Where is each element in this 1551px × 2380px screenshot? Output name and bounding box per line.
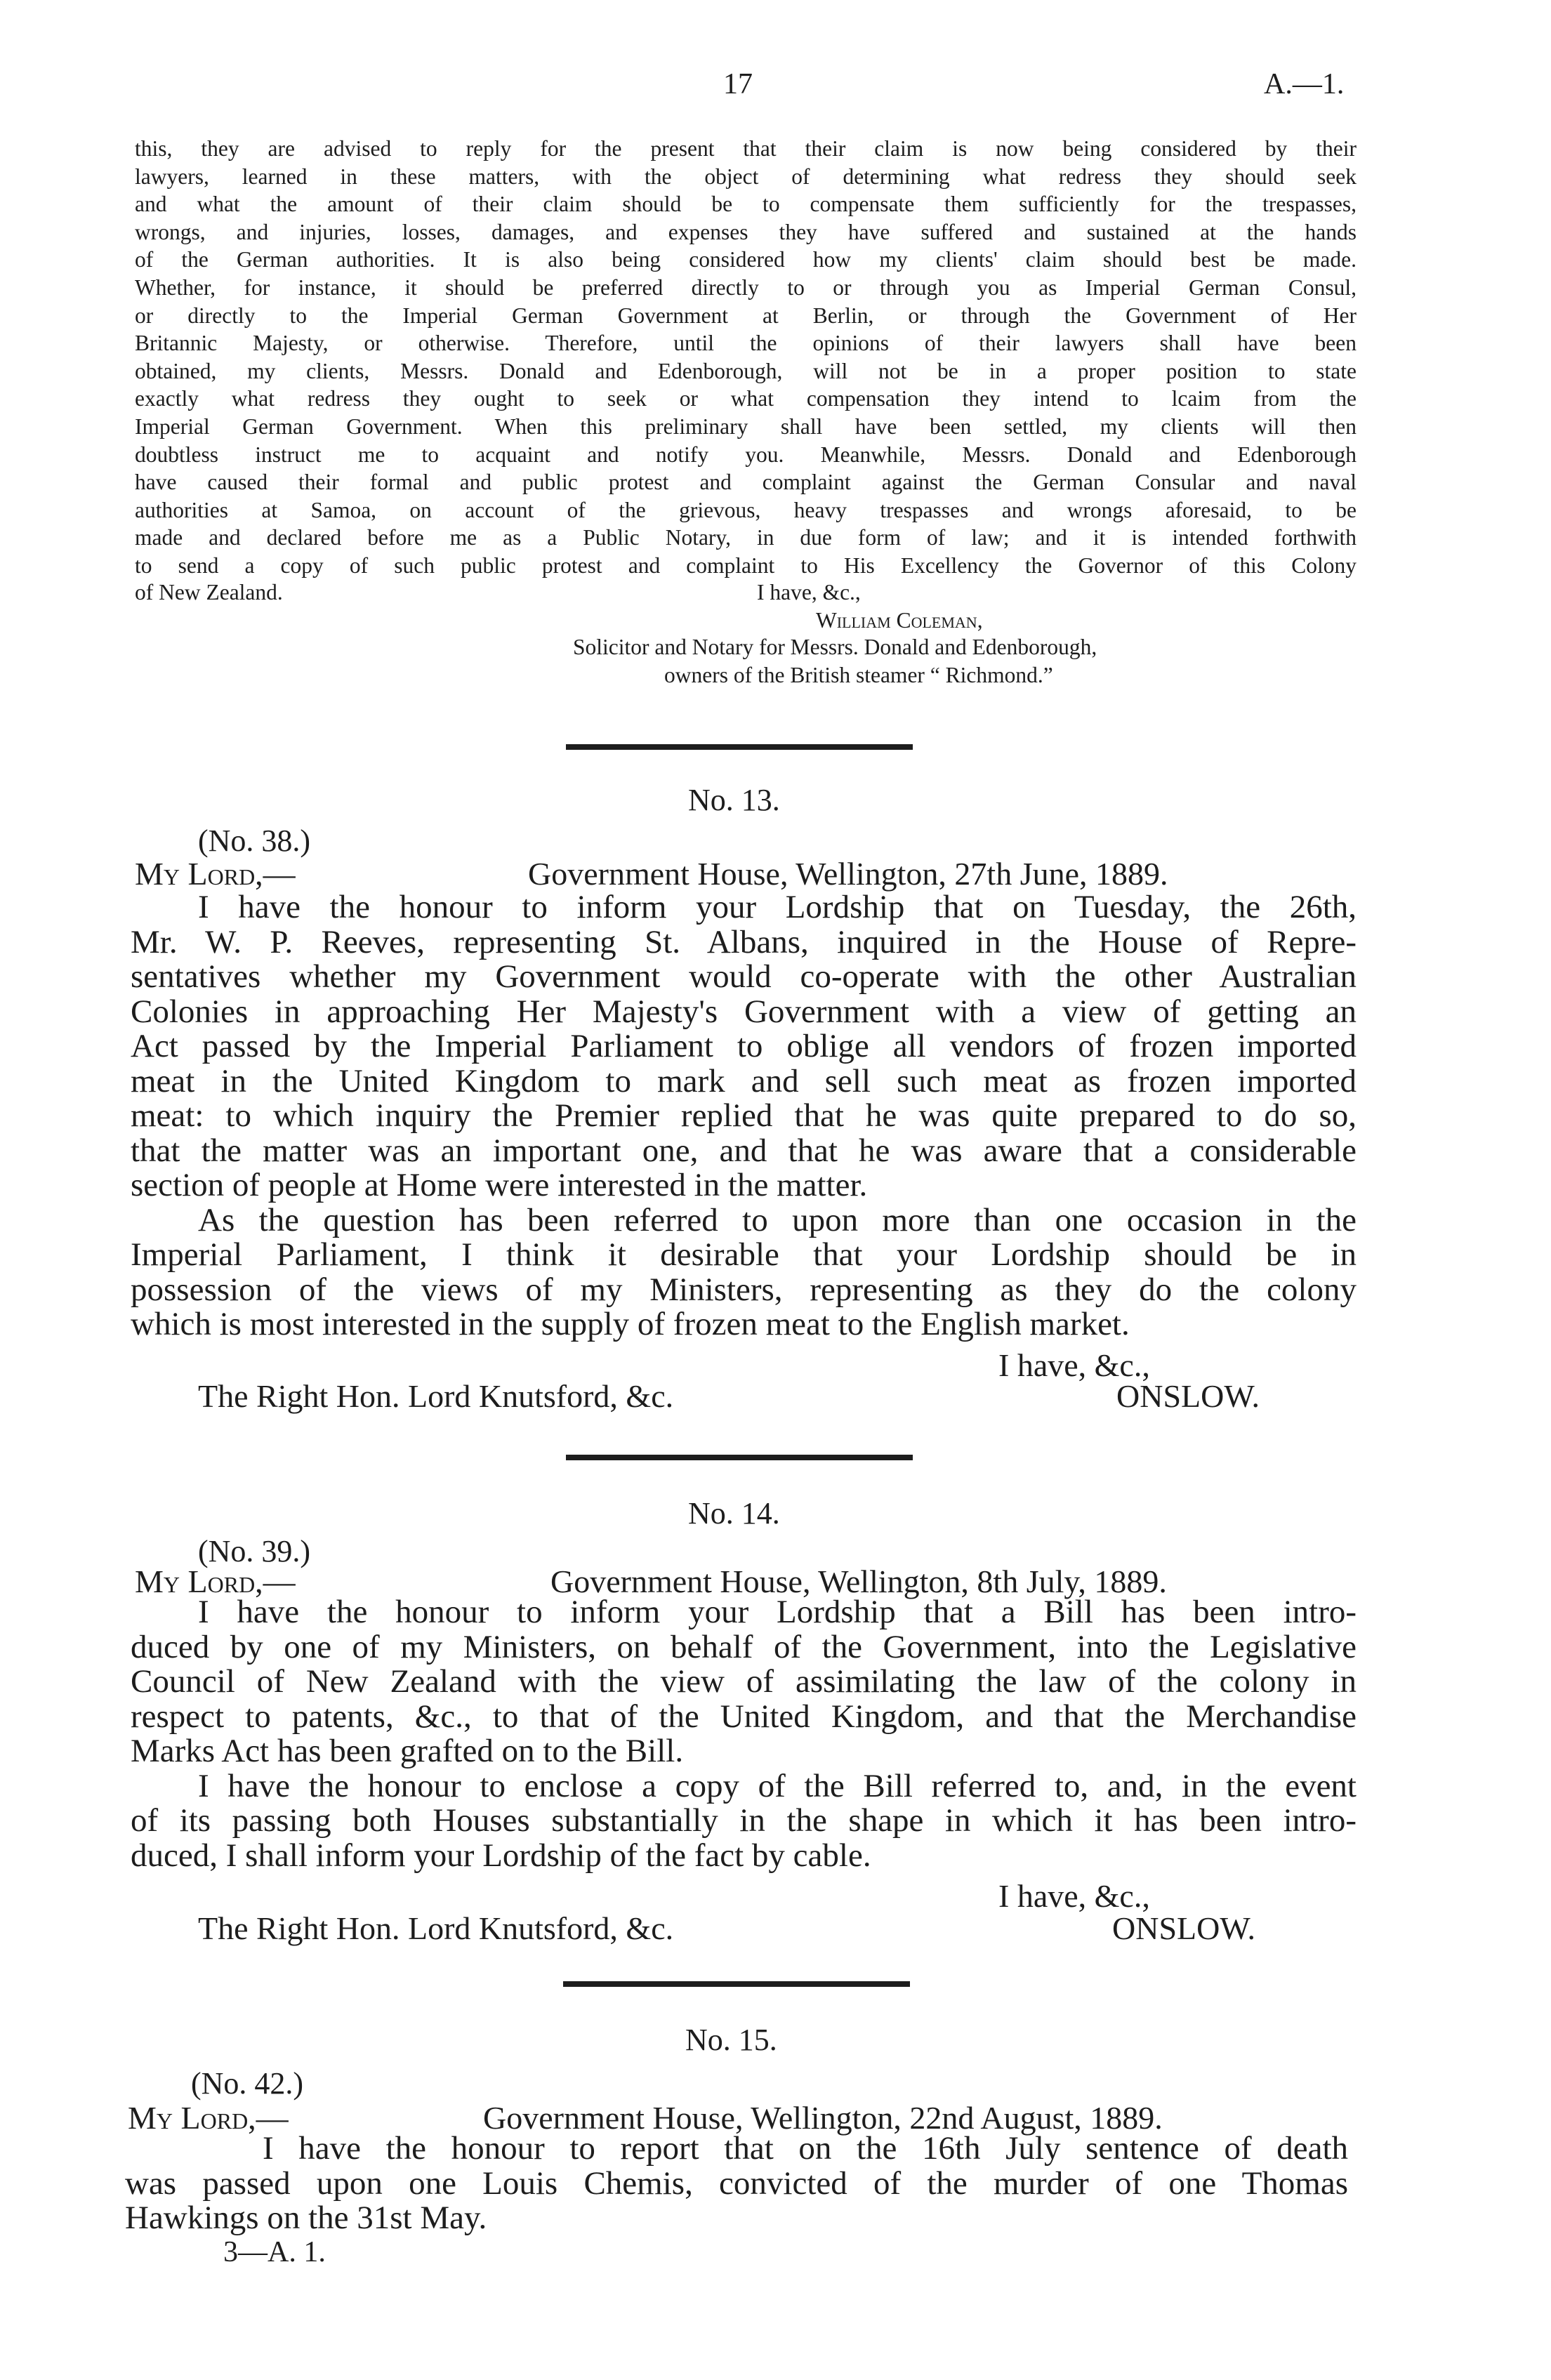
text-line: authorities at Samoa, on account of the grievous, heavy trespasses and wrongs aforesaid, to be <box>135 497 1357 522</box>
text-line: Whether, for instance, it should be preferred directly to or through you as Imperial German Consul, <box>135 275 1357 300</box>
text-line: I have the honour to enclose a copy of the Bill referred to, and, in the event <box>198 1767 1357 1804</box>
coleman-title-line2: owners of the British steamer “ Richmond.” <box>664 663 1053 687</box>
text-line: Imperial Parliament, I think it desirable that your Lordship should be in <box>131 1236 1357 1273</box>
letter-heading-no13: No. 13. <box>688 783 780 817</box>
text-line: and what the amount of their claim should be to compensate them sufficiently for the trespasses, <box>135 192 1357 217</box>
text-line: of the German authorities. It is also being considered how my clients' claim should best be made. <box>135 247 1357 272</box>
text-line: Imperial German Government. When this preliminary shall have been settled, my clients will then <box>135 414 1357 439</box>
letter-ref-no13: (No. 38.) <box>198 824 311 858</box>
section-divider <box>566 1455 913 1460</box>
text-line: exactly what redress they ought to seek or what compensation they intend to lcaim from the <box>135 386 1357 411</box>
letter-heading-no14: No. 14. <box>688 1496 780 1531</box>
signature-no14: ONSLOW. <box>1112 1910 1256 1946</box>
text-line: Hawkings on the 31st May. <box>125 2200 487 2236</box>
text-line: possession of the views of my Ministers, representing as they do the colony <box>131 1271 1357 1308</box>
text-line: that the matter was an important one, and that he was aware that a considerable <box>131 1132 1357 1169</box>
text-line: which is most interested in the supply of frozen meat to the English market. <box>131 1306 1130 1342</box>
coleman-signatory: William Coleman, <box>816 608 983 633</box>
letter-ref-no15: (No. 42.) <box>191 2066 304 2101</box>
closing-no14: I have, &c., <box>998 1878 1150 1914</box>
text-line: duced, I shall inform your Lordship of the fact by cable. <box>131 1837 871 1874</box>
document-reference: A.—1. <box>1264 68 1345 100</box>
address-no15: Government House, Wellington, 22nd August, 1889. <box>483 2100 1163 2136</box>
signature-mark: 3—A. 1. <box>223 2236 326 2268</box>
text-line: I have the honour to inform your Lordship that a Bill has been intro- <box>198 1594 1357 1630</box>
text-line: duced by one of my Ministers, on behalf of the Government, into the Legislative <box>131 1628 1357 1665</box>
text-line: As the question has been referred to upon more than one occasion in the <box>198 1201 1357 1238</box>
text-line: sentatives whether my Government would co-operate with the other Australian <box>131 958 1357 995</box>
no15-body <box>125 2131 1348 2236</box>
address-no14: Government House, Wellington, 8th July, 1889. <box>550 1563 1167 1599</box>
address-no13: Government House, Wellington, 27th June, 1889. <box>528 856 1168 892</box>
text-line: Mr. W. P. Reeves, representing St. Albans, inquired in the House of Repre- <box>131 923 1357 960</box>
text-line: was passed upon one Louis Chemis, convicted of the murder of one Thomas <box>125 2164 1348 2202</box>
text-line: Council of New Zealand with the view of assimilating the law of the colony in <box>131 1663 1357 1700</box>
salutation-no14: My Lord,— <box>135 1563 296 1599</box>
text-line: lawyers, learned in these matters, with the object of determining what redress they should seek <box>135 164 1357 189</box>
coleman-letter-body <box>135 135 1357 580</box>
text-line: Britannic Majesty, or otherwise. Therefore, until the opinions of their lawyers shall have been <box>135 331 1357 356</box>
text-line: Act passed by the Imperial Parliament to oblige all vendors of frozen imported <box>131 1028 1357 1064</box>
signature-no13: ONSLOW. <box>1116 1378 1260 1414</box>
addressee-no13: The Right Hon. Lord Knutsford, &c. <box>198 1378 674 1414</box>
closing-no13: I have, &c., <box>998 1347 1150 1383</box>
salutation-no15: My Lord,— <box>128 2100 289 2136</box>
text-line: meat in the United Kingdom to mark and sell such meat as frozen imported <box>131 1062 1357 1099</box>
text-line: meat: to which inquiry the Premier replied that he was quite prepared to do so, <box>131 1097 1357 1134</box>
text-line: to send a copy of such public protest and complaint to His Excellency the Governor of this Colony <box>135 553 1357 578</box>
no13-body <box>131 890 1357 1342</box>
letter-ref-no14: (No. 39.) <box>198 1534 311 1568</box>
text-line: this, they are advised to reply for the present that their claim is now being considered by their <box>135 136 1357 161</box>
section-divider <box>563 1981 910 1987</box>
coleman-closing: I have, &c., <box>757 580 861 604</box>
section-divider <box>566 744 913 750</box>
text-line: of its passing both Houses substantially in the shape in which it has been intro- <box>131 1802 1357 1839</box>
text-line: I have the honour to inform your Lordship that on Tuesday, the 26th, <box>198 889 1357 925</box>
coleman-title-line1: Solicitor and Notary for Messrs. Donald and Edenborough, <box>573 635 1097 659</box>
text-line: I have the honour to report that on the 16th July sentence of death <box>263 2130 1348 2167</box>
page-number: 17 <box>723 68 753 100</box>
text-line: section of people at Home were interested in the matter. <box>131 1167 868 1203</box>
text-line: doubtless instruct me to acquaint and notify you. Meanwhile, Messrs. Donald and Edenborough <box>135 442 1357 467</box>
text-line: have caused their formal and public protest and complaint against the German Consular and naval <box>135 470 1357 495</box>
text-line: Marks Act has been grafted on to the Bill. <box>131 1733 684 1769</box>
text-line: or directly to the Imperial German Government at Berlin, or through the Government of Her <box>135 303 1357 328</box>
salutation-no13: My Lord,— <box>135 856 296 892</box>
text-line: Colonies in approaching Her Majesty's Government with a view of getting an <box>131 993 1357 1030</box>
addressee-no14: The Right Hon. Lord Knutsford, &c. <box>198 1910 674 1946</box>
text-line: made and declared before me as a Public Notary, in due form of law; and it is intended forthwith <box>135 525 1357 550</box>
coleman-last-line: of New Zealand. <box>135 580 283 604</box>
no14-body <box>131 1595 1357 1873</box>
text-line: respect to patents, &c., to that of the United Kingdom, and that the Merchandise <box>131 1698 1357 1735</box>
letter-heading-no15: No. 15. <box>685 2023 777 2057</box>
text-line: obtained, my clients, Messrs. Donald and Edenborough, will not be in a proper position to state <box>135 358 1357 383</box>
text-line: wrongs, and injuries, losses, damages, and expenses they have suffered and sustained at the hands <box>135 219 1357 244</box>
